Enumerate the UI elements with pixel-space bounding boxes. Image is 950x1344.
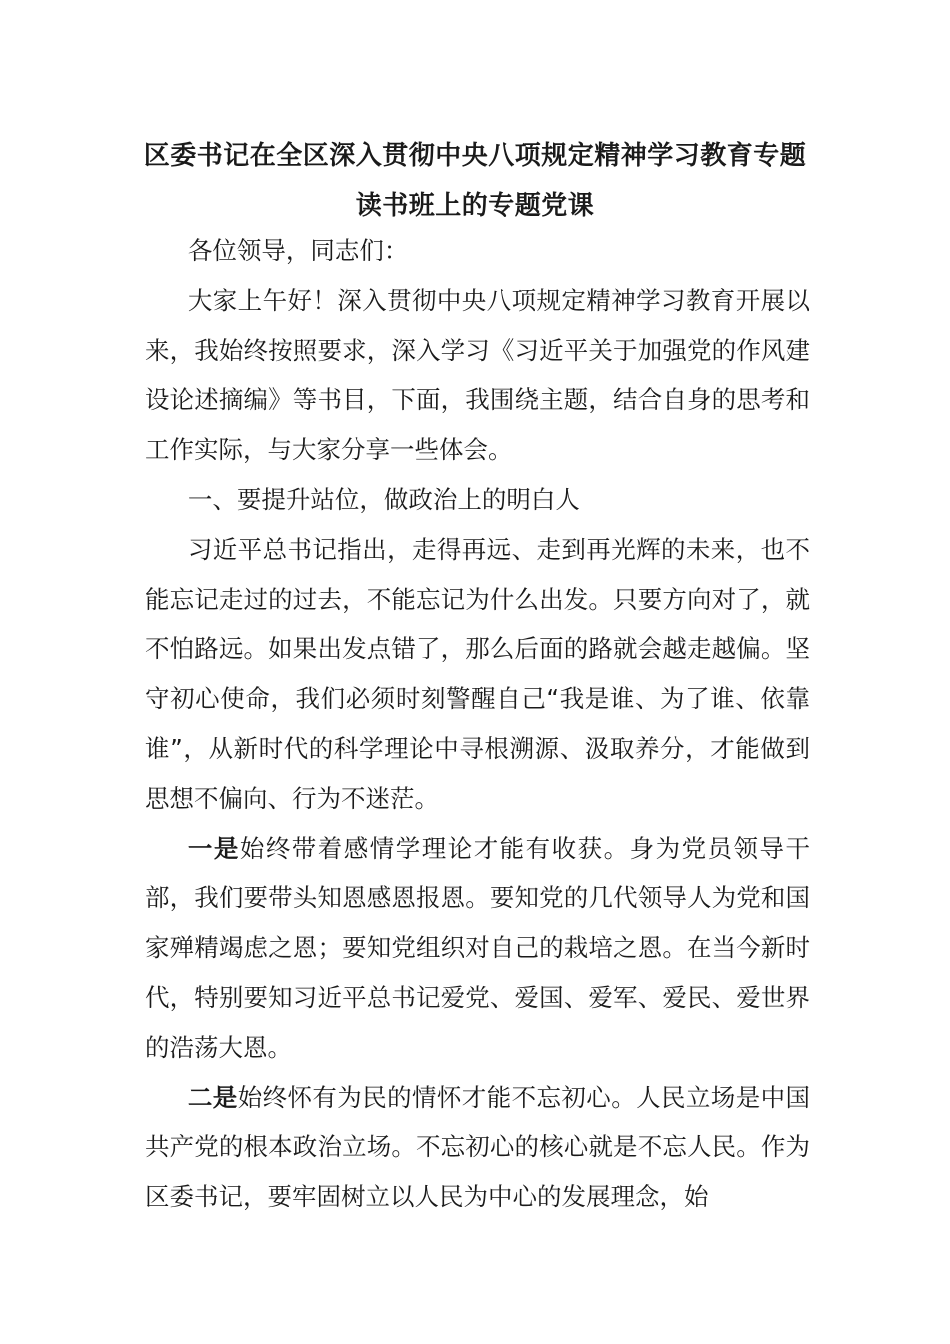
salutation: 各位领导，同志们： [187,236,409,265]
document-title-line1: 区委书记在全区深入贯彻中央八项规定精神学习教育专题 [143,141,807,171]
document-title-line2: 读书班上的专题党课 [355,191,595,221]
point1-text: 始终带着感情学理论才能有收获。身为党员领导干部，我们要带头知恩感恩报恩。要知党的几代领导人为党和国家殚精竭虑之恩；要知党组织对自己的栽培之恩。在当今新时代，特别要知习近平总书记爱党、爱国、爱军、爱民、爱世界的浩荡大恩。 [145,833,810,1062]
point1-paragraph [145,824,810,1073]
point2-lead: 二是 [187,1082,238,1112]
point1-lead: 一是 [187,833,240,863]
section1-heading: 一、要提升站位，做政治上的明白人 [187,484,580,514]
intro-paragraph: 大家上午好！深入贯彻中央八项规定精神学习教育开展以来，我始终按照要求，深入学习《习近平关于加强党的作风建设论述摘编》等书目，下面，我围绕主题，结合自身的思考和工作实际，与大家分享一些体会。 [145,285,810,465]
section1-paragraph: 习近平总书记指出，走得再远、走到再光辉的未来，也不能忘记走过的过去，不能忘记为什么出发。只要方向对了，就不怕路远。如果出发点错了，那么后面的路就会越走越偏。坚守初心使命，我们必须时刻警醒自己“我是谁、为了谁、依靠谁”，从新时代的科学理论中寻根溯源、汲取养分，才能做到思想不偏向、行为不迷茫。 [145,534,810,813]
point2-text: 始终怀有为民的情怀才能不忘初心。人民立场是中国共产党的根本政治立场。不忘初心的核心就是不忘人民。作为区委书记，要牢固树立以人民为中心的发展理念，始 [145,1082,811,1212]
point2-paragraph [145,1073,810,1222]
document-body [145,226,810,1222]
